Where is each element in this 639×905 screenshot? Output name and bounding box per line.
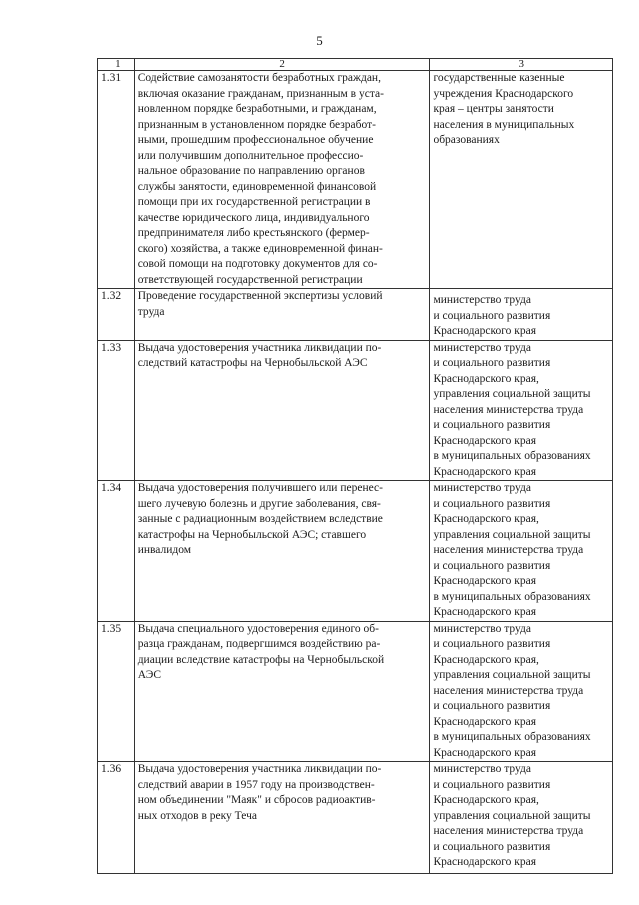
table-row: [98, 71, 613, 289]
table-row: [98, 762, 613, 874]
service-description: Содействие самозанятости безработных граждан, включая оказание гражданам, признанным в уста- новленном порядке безработными, и гражданам, признанным в установленном порядке безработ- ными, прошедшим профессиональное обучение или получившим дополнительное профессио- нальное образование по направлению органов службы занятости, единовременной финансовой помощи при их государственной регистрации в качестве юридического лица, индивидуального предпринимателя либо крестьянского (фермер- ского) хозяйства, а также единовременной финан- совой помощи на подготовку документов для со- ответствующей государственной регистрации: [134, 71, 430, 289]
column-header-3: 3: [430, 59, 613, 71]
row-number: 1.31: [98, 71, 135, 289]
row-number: 1.32: [98, 289, 135, 341]
row-number: 1.36: [98, 762, 135, 874]
page-number: 5: [316, 33, 323, 48]
services-table: [97, 58, 613, 874]
table-header-row: [98, 59, 613, 71]
column-header-1: 1: [98, 59, 135, 71]
responsible-authority: государственные казенные учреждения Краснодарского края – центры занятости населения в муниципальных образованиях: [430, 71, 613, 289]
responsible-authority: министерство труда и социального развития Краснодарского края: [430, 289, 613, 341]
table-row: [98, 481, 613, 622]
table-row: [98, 340, 613, 481]
responsible-authority: министерство труда и социального развития Краснодарского края, управления социальной защиты населения министерства труда и социального развития Краснодарского края в муниципальных образованиях Краснодарского края: [430, 340, 613, 481]
table-row: [98, 289, 613, 341]
service-description: Проведение государственной экспертизы условий труда: [134, 289, 430, 341]
responsible-authority: министерство труда и социального развития Краснодарского края, управления социальной защиты населения министерства труда и социального развития Краснодарского края: [430, 762, 613, 874]
row-number: 1.34: [98, 481, 135, 622]
responsible-authority: министерство труда и социального развития Краснодарского края, управления социальной защиты населения министерства труда и социального развития Краснодарского края в муниципальных образованиях Краснодарского края: [430, 481, 613, 622]
table-row: [98, 621, 613, 762]
column-header-2: 2: [134, 59, 430, 71]
row-number: 1.33: [98, 340, 135, 481]
service-description: Выдача специального удостоверения единого об- разца гражданам, подвергшимся воздействию ра- диации вследствие катастрофы на Чернобыльской АЭС: [134, 621, 430, 762]
service-description: Выдача удостоверения получившего или перенес- шего лучевую болезнь и другие заболевания, свя- занные с радиационным воздействием вследствие катастрофы на Чернобыльской АЭС; ставшего инвалидом: [134, 481, 430, 622]
service-description: Выдача удостоверения участника ликвидации по- следствий катастрофы на Чернобыльской АЭС: [134, 340, 430, 481]
responsible-authority: министерство труда и социального развития Краснодарского края, управления социальной защиты населения министерства труда и социального развития Краснодарского края в муниципальных образованиях Краснодарского края: [430, 621, 613, 762]
service-description: Выдача удостоверения участника ликвидации по- следствий аварии в 1957 году на производствен- ном объединении "Маяк" и сбросов радиоактив- ных отходов в реку Теча: [134, 762, 430, 874]
row-number: 1.35: [98, 621, 135, 762]
